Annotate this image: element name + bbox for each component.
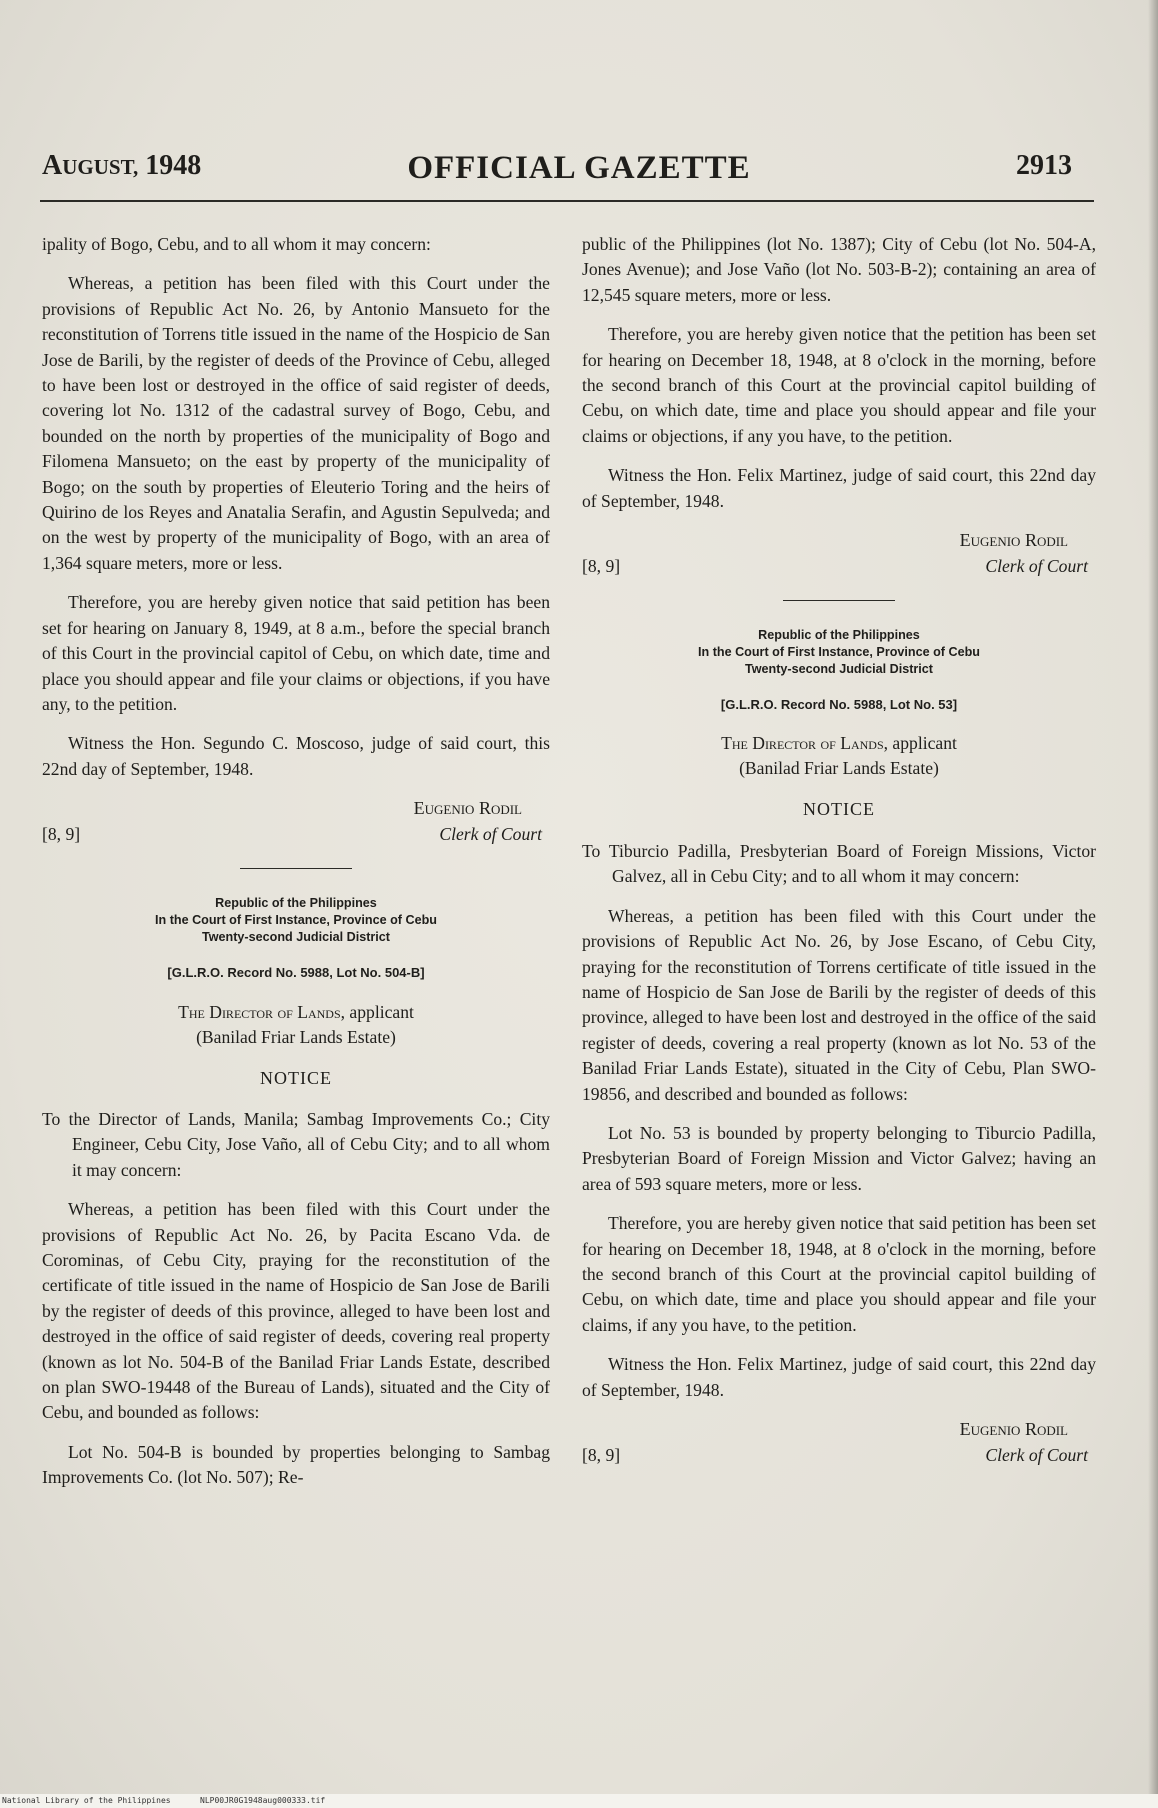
lot-paragraph: Lot No. 53 is bounded by property belonging to Tiburcio Padilla, Presbyterian Board of Foreign Mission and Victor Galvez; having an area of 593 square meters, more or less.: [582, 1122, 1096, 1194]
signature-block: [582, 528, 1096, 584]
signatory-name: Eugenio Rodil: [959, 530, 1068, 551]
header-title: OFFICIAL GAZETTE: [407, 150, 751, 186]
signatory-title: Clerk of Court: [985, 556, 1088, 577]
intro-paragraph: ipality of Bogo, Cebu, and to all whom it may concern:: [42, 234, 431, 254]
signatory-title: Clerk of Court: [439, 824, 542, 845]
therefore-paragraph: Therefore, you are hereby given notice that said petition has been set for hearing on December 18, 1948, at 8 o'clock in the morning, before the second branch of this Court at the provincial capitol building of Cebu, on which date, time and place you should appear and file your claims, if any you have, to the petition.: [582, 1213, 1096, 1335]
scan-footer: [0, 1794, 1158, 1808]
whereas-paragraph: Whereas, a petition has been filed with this Court under the provisions of Republic Act No. 26, by Pacita Escano Vda. de Corominas, of Cebu City, praying for the reconstitution of the certificate of title issued in the name of Hospicio de San Jose de Barili by the register of deeds of this province, alleged to have been lost and destroyed in the office of said register of deeds, covering real property (known as lot No. 504-B of the Banilad Friar Lands Estate, described on plan SWO-19448 of the Bureau of Lands), situated and the City of Cebu, and bounded as follows:: [42, 1199, 550, 1423]
section-divider: [783, 600, 895, 601]
applicant-role: applicant: [345, 1001, 414, 1022]
witness-paragraph: Witness the Hon. Felix Martinez, judge of said court, this 22nd day of September, 1948.: [582, 465, 1096, 511]
publication-code: [8, 9]: [582, 1445, 621, 1465]
whereas-paragraph: Whereas, a petition has been filed with this Court under the provisions of Republic Act No. 26, by Antonio Mansueto for the reconstitution of Torrens title issued in the name of the Hospicio de San Jose de Barili, by the register of deeds of the Province of Cebu, alleged to have been lost or destroyed in the office of said register of deeds, covering lot No. 1312 of the cadastral survey of Bogo, Cebu, and bounded on the north by properties of the municipality of Bogo and Filomena Mansueto; on the east by property of the municipality of Bogo; on the south by properties of Eleuterio Toring and the heirs of Quirino de los Reyes and Anatalia Serafin, and Agustin Sepulveda; and on the west by property of the municipality of Bogo, with an area of 1,364 square meters, more or less.: [42, 273, 550, 573]
court-caption: [42, 895, 550, 946]
therefore-paragraph: Therefore, you are hereby given notice that said petition has been set for hearing on January 8, 1949, at 8 a.m., before the special branch of this Court in the provincial capitol of Cebu, on which date, time and place you should appear and file your claims or objections, if you have any, to the petition.: [42, 592, 550, 714]
caption-line: Republic of the Philippines: [758, 628, 920, 643]
record-number: [G.L.R.O. Record No. 5988, Lot No. 53]: [720, 697, 958, 713]
court-caption: [582, 627, 1096, 678]
therefore-paragraph: Therefore, you are hereby given notice that the petition has been set for hearing on December 18, 1948, at 8 o'clock in the morning, before the second branch of this Court at the provincial capitol building of Cebu, on which date, time and place you should appear and file your claims or objections, if any you have, to the petition.: [582, 324, 1096, 446]
publication-code: [8, 9]: [582, 556, 621, 577]
left-column: [42, 232, 550, 1505]
witness-paragraph: Witness the Hon. Felix Martinez, judge of said court, this 22nd day of September, 1948.: [582, 1354, 1096, 1400]
header-page-number: 2913: [1016, 150, 1072, 181]
applicant-block: [42, 1000, 550, 1050]
footer-file-id: NLP00JR0G1948aug000333.tif: [200, 1796, 326, 1805]
notice-heading: NOTICE: [260, 1067, 332, 1088]
applicant-name: The Director of Lands,: [178, 1001, 346, 1022]
signatory-name: Eugenio Rodil: [413, 798, 522, 819]
right-column: [582, 232, 1096, 1481]
header-month-initial: A: [42, 150, 63, 181]
header-month-rest: UGUST,: [62, 155, 139, 179]
record-number: [G.L.R.O. Record No. 5988, Lot No. 504-B]: [167, 965, 425, 981]
applicant-role: applicant: [888, 733, 957, 754]
applicant-name: The Director of Lands,: [721, 733, 889, 754]
lot-paragraph: Lot No. 504-B is bounded by properties belonging to Sambag Improvements Co. (lot No. 507); Re-: [42, 1441, 550, 1488]
whereas-paragraph: Whereas, a petition has been filed with this Court under the provisions of Republic Act No. 26, by Jose Escano, of Cebu City, praying for the reconstitution of Torrens certificate of title issued in the name of Hospicio de San Jose de Barili by the register of deeds of this province, alleged to have been lost and destroyed in the office of the said register of deeds, covering a real property (known as lot No. 53 of the Banilad Friar Lands Estate), situated in the City of Cebu, Plan SWO-19856, and described and bounded as follows:: [582, 905, 1096, 1104]
caption-line: Twenty-second Judicial District: [744, 662, 933, 677]
header-year: 1948: [145, 150, 202, 181]
caption-line: In the Court of First Instance, Province of Cebu: [698, 645, 980, 660]
addressees-paragraph: To the Director of Lands, Manila; Sambag Improvements Co.; City Engineer, Cebu City, Jose Vaño, all of Cebu City; and to all whom it may concern:: [42, 1108, 550, 1180]
witness-paragraph: Witness the Hon. Segundo C. Moscoso, judge of said court, this 22nd day of September, 1948.: [42, 733, 550, 779]
applicant-block: [582, 731, 1096, 781]
caption-line: Twenty-second Judicial District: [201, 930, 390, 945]
signature-block: [582, 1417, 1096, 1473]
signatory-name: Eugenio Rodil: [959, 1419, 1068, 1439]
signature-block: [42, 796, 550, 852]
estate-name: (Banilad Friar Lands Estate): [739, 758, 939, 779]
addressees-paragraph: To Tiburcio Padilla, Presbyterian Board of Foreign Missions, Victor Galvez, all in Cebu City; and to all whom it may concern:: [582, 840, 1096, 887]
caption-line: Republic of the Philippines: [215, 896, 377, 911]
signatory-title: Clerk of Court: [985, 1445, 1088, 1465]
section-divider: [240, 868, 352, 869]
estate-name: (Banilad Friar Lands Estate): [196, 1026, 396, 1047]
publication-code: [8, 9]: [42, 824, 81, 845]
continuation-paragraph: public of the Philippines (lot No. 1387); City of Cebu (lot No. 504-A, Jones Avenue); and Jose Vaño (lot No. 503-B-2); containing an area of 12,545 square meters, more or less.: [582, 234, 1096, 305]
footer-library: National Library of the Philippines: [2, 1796, 171, 1805]
header-rule: [40, 200, 1094, 202]
notice-heading: NOTICE: [803, 799, 875, 820]
scan-edge-shadow: [1148, 0, 1158, 1808]
caption-line: In the Court of First Instance, Province of Cebu: [155, 913, 437, 928]
